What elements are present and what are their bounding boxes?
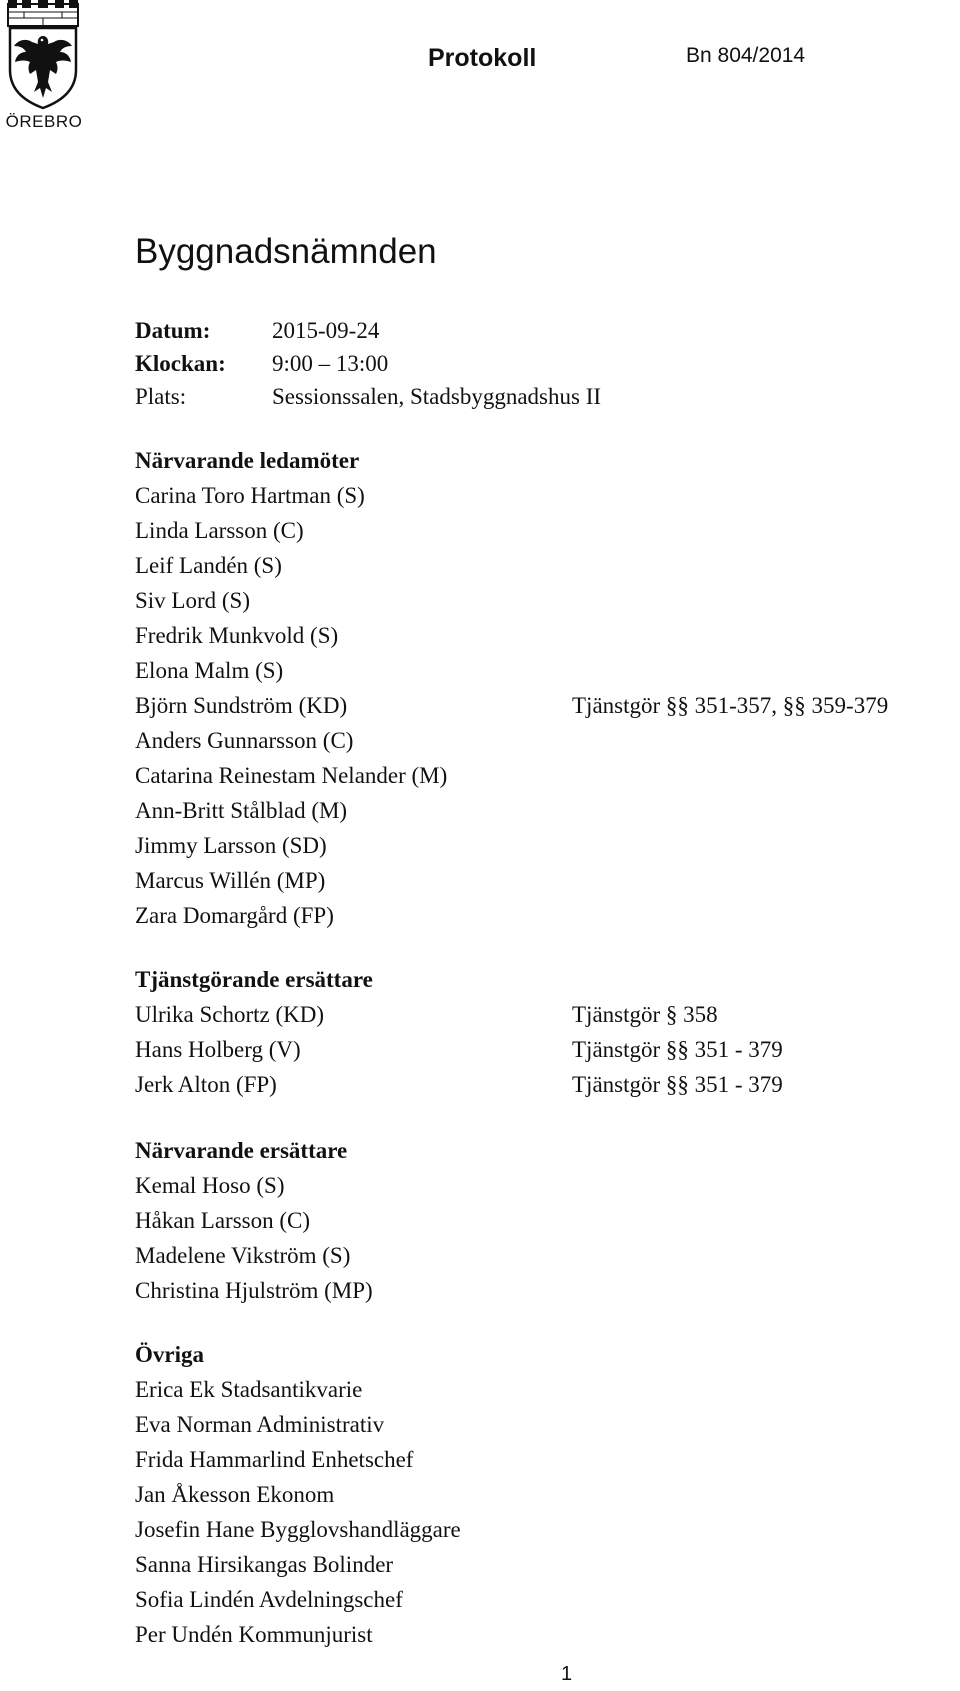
place-value: Sessionssalen, Stadsbyggnadshus II [272, 384, 602, 409]
attendee-name: Fredrik Munkvold (S) [135, 623, 339, 648]
attendee-name: Zara Domargård (FP) [135, 903, 334, 928]
attendee-row [135, 1477, 955, 1512]
attendee-name: Kemal Hoso (S) [135, 1173, 285, 1198]
attendee-name: Linda Larsson (C) [135, 518, 304, 543]
attendee-name: Carina Toro Hartman (S) [135, 483, 365, 508]
attendee-name: Anders Gunnarsson (C) [135, 728, 354, 753]
attendee-name: Elona Malm (S) [135, 658, 284, 683]
attendee-name: Jan Åkesson Ekonom [135, 1482, 335, 1507]
meeting-details [135, 314, 601, 413]
orebro-coat-of-arms-logo [2, 0, 84, 136]
attendee-name: Björn Sundström (KD) [135, 693, 348, 718]
attendee-row [135, 828, 955, 863]
service-note: Tjänstgör §§ 351-357, §§ 359-379 [572, 693, 889, 718]
attendee-row [135, 618, 955, 653]
attendee-row [135, 1168, 955, 1203]
attendee-row [135, 1617, 955, 1652]
section-tjanstgorande-ersattare [135, 962, 955, 1102]
section-heading: Närvarande ledamöter [135, 448, 360, 473]
section-heading: Närvarande ersättare [135, 1138, 348, 1163]
place-label: Plats: [135, 384, 187, 409]
meta-row-place [135, 380, 601, 413]
section-ovriga [135, 1337, 955, 1652]
attendee-list [135, 1168, 955, 1308]
attendee-name: Leif Landén (S) [135, 553, 282, 578]
attendee-name: Siv Lord (S) [135, 588, 250, 613]
attendee-row [135, 583, 955, 618]
document-type: Protokoll [428, 44, 537, 72]
attendee-name: Christina Hjulström (MP) [135, 1278, 373, 1303]
attendee-row [135, 793, 955, 828]
attendee-name: Josefin Hane Bygglovshandläggare [135, 1517, 461, 1542]
attendee-row [135, 1442, 955, 1477]
attendee-name: Hans Holberg (V) [135, 1037, 301, 1062]
section-heading: Övriga [135, 1342, 204, 1367]
attendee-row [135, 898, 955, 933]
service-note: Tjänstgör § 358 [572, 1002, 718, 1027]
page-number: 1 [561, 1663, 573, 1685]
attendee-name: Jimmy Larsson (SD) [135, 833, 327, 858]
attendee-row [135, 653, 955, 688]
attendee-row [135, 478, 955, 513]
section-ledamoter [135, 443, 955, 933]
attendee-name: Håkan Larsson (C) [135, 1208, 311, 1233]
crowned-eagle-shield-icon [2, 0, 84, 112]
attendee-row [135, 1547, 955, 1582]
attendee-name: Erica Ek Stadsantikvarie [135, 1377, 363, 1402]
org-name: ÖREBRO [5, 112, 83, 131]
section-narvarande-ersattare [135, 1133, 955, 1308]
attendee-row [135, 548, 955, 583]
attendee-name: Frida Hammarlind Enhetschef [135, 1447, 414, 1472]
service-note: Tjänstgör §§ 351 - 379 [572, 1072, 783, 1097]
attendee-name: Madelene Vikström (S) [135, 1243, 351, 1268]
attendee-name: Ann-Britt Stålblad (M) [135, 798, 348, 823]
attendee-name: Sanna Hirsikangas Bolinder [135, 1552, 394, 1577]
attendee-name: Jerk Alton (FP) [135, 1072, 277, 1097]
attendee-row [135, 1372, 955, 1407]
date-value: 2015-09-24 [272, 318, 380, 343]
document-number: Bn 804/2014 [686, 44, 806, 67]
time-label: Klockan: [135, 351, 226, 376]
attendee-row [135, 1512, 955, 1547]
attendee-row [135, 1238, 955, 1273]
attendee-row [135, 1273, 955, 1308]
service-note: Tjänstgör §§ 351 - 379 [572, 1037, 783, 1062]
attendee-row [135, 1032, 955, 1067]
time-value: 9:00 – 13:00 [272, 351, 389, 376]
attendee-row [135, 997, 955, 1032]
attendee-row [135, 723, 955, 758]
attendee-name: Sofia Lindén Avdelningschef [135, 1587, 403, 1612]
attendee-row [135, 863, 955, 898]
date-label: Datum: [135, 318, 211, 343]
attendee-list [135, 997, 955, 1102]
attendee-list [135, 1372, 955, 1652]
attendee-name: Eva Norman Administrativ [135, 1412, 385, 1437]
attendee-row [135, 688, 955, 723]
meta-row-date [135, 314, 601, 347]
meta-row-time [135, 347, 601, 380]
attendee-row [135, 1203, 955, 1238]
attendee-name: Ulrika Schortz (KD) [135, 1002, 325, 1027]
attendee-name: Marcus Willén (MP) [135, 868, 326, 893]
attendee-row [135, 513, 955, 548]
attendee-row [135, 758, 955, 793]
attendee-row [135, 1067, 955, 1102]
attendee-row [135, 1407, 955, 1442]
attendee-name: Per Undén Kommunjurist [135, 1622, 373, 1647]
attendee-name: Catarina Reinestam Nelander (M) [135, 763, 448, 788]
attendee-list [135, 478, 955, 933]
section-heading: Tjänstgörande ersättare [135, 967, 373, 992]
attendee-row [135, 1582, 955, 1617]
page-title: Byggnadsnämnden [135, 232, 437, 271]
